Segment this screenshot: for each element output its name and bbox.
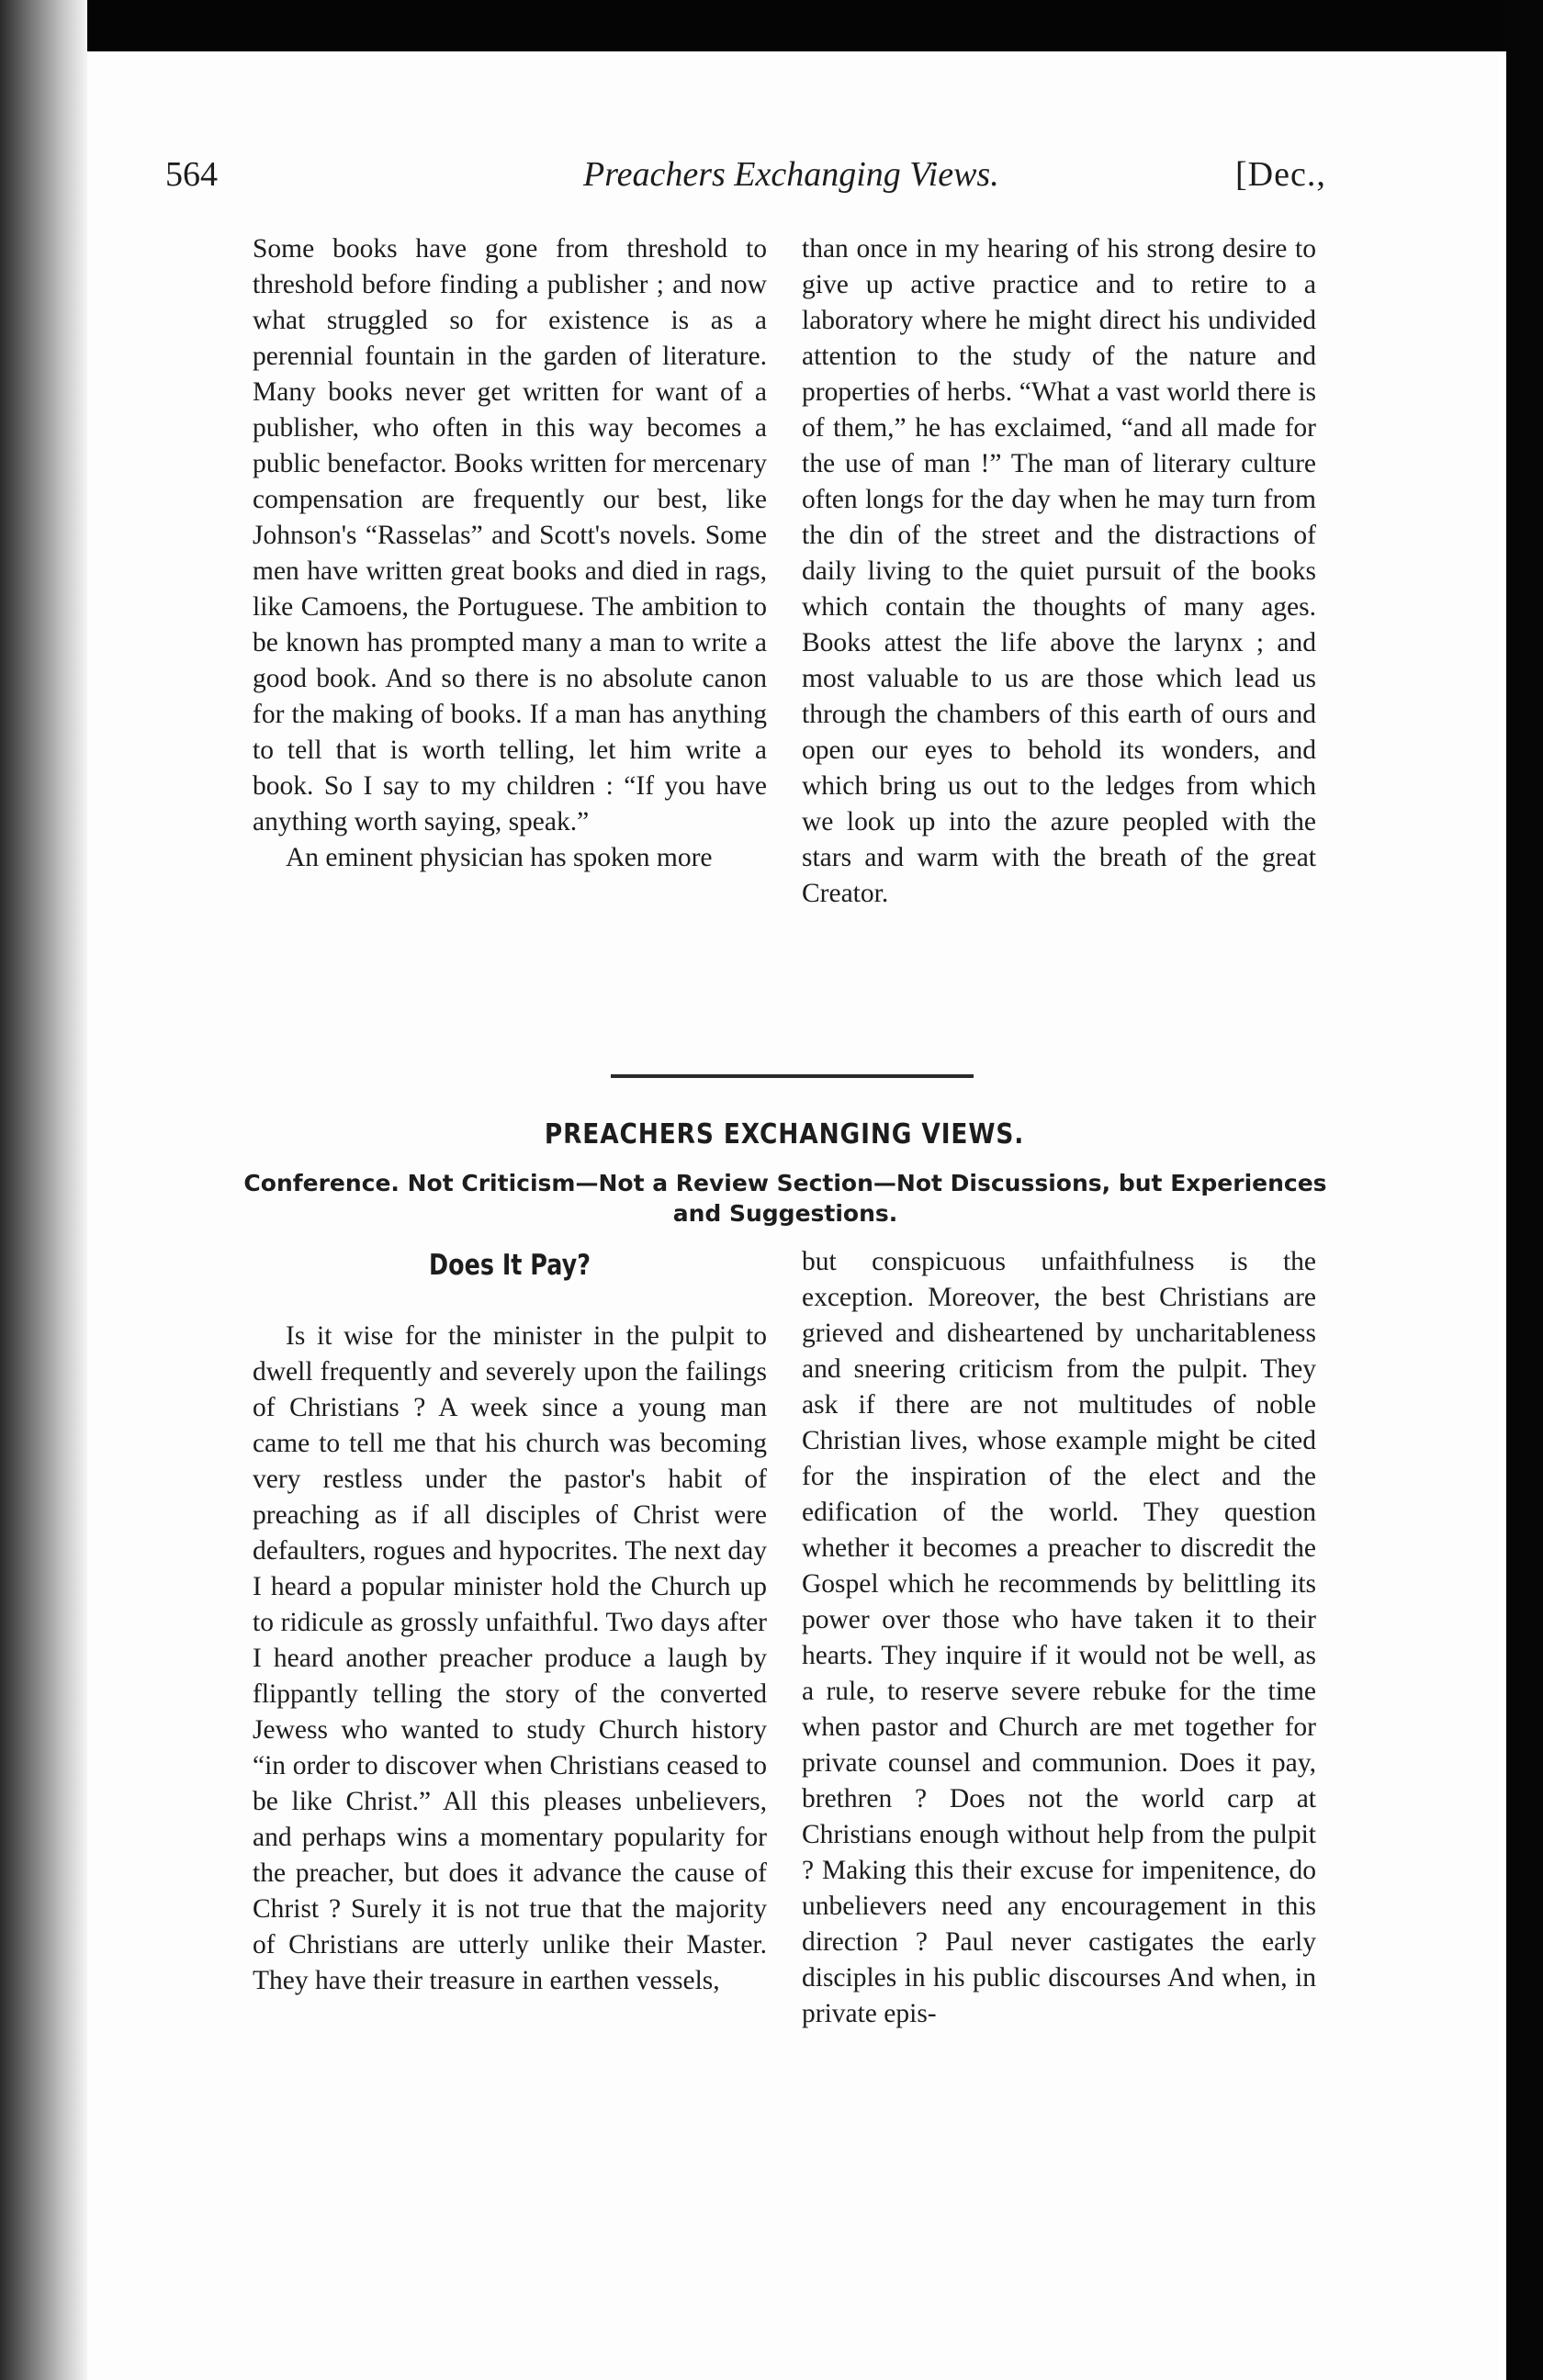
scan-border-top [0, 0, 1543, 51]
article-right-column [802, 1244, 1316, 2032]
section-subtitle: Conference. Not Criticism—Not a Review Section—Not Discussions, but Experiences and Suggestions. [243, 1170, 1327, 1227]
section-title: PREACHERS EXCHANGING VIEWS. [544, 1118, 1025, 1151]
continued-text-right-column [802, 231, 1316, 912]
running-title: Preachers Exchanging Views. [583, 155, 999, 194]
running-date: [Dec., [1235, 155, 1326, 194]
running-head [165, 154, 1359, 198]
article-title: Does It Pay? [429, 1249, 591, 1282]
section-divider-rule [611, 1074, 974, 1078]
paragraph: Some books have gone from threshold to threshold before finding a publisher ; and now what struggled so for existence is as a perennial fountain in the garden of literature. Many books never get written for want of a publisher, who often in this way becomes a public benefactor. Books written for mercenary compensation are frequently our best, like Johnson's “Rasselas” and Scott's novels. Some men have written great books and died in rags, like Camoens, the Portuguese. The ambition to be known has prompted many a man to write a good book. And so there is no absolute canon for the making of books. If a man has anything to tell that is worth telling, let him write a book. So I say to my children : “If you have anything worth saying, speak.” [253, 234, 767, 836]
paragraph: An eminent physician has spoken more [286, 843, 713, 872]
page-number: 564 [165, 155, 218, 194]
scan-binding-shadow [0, 0, 87, 2380]
paragraph: Is it wise for the minister in the pulpit to dwell frequently and severely upon the failings of Christians ? A week since a young man came to tell me that his church was becoming very restless under the pastor's habit of preaching as if all disciples of Christ were defaulters, rogues and hypocrites. The next day I heard a popular minister hold the Church up to ridicule as grossly unfaithful. Two days after I heard another preacher produce a laugh by flippantly telling the story of the converted Jewess who wanted to study Church history “in order to discover when Christians ceased to be like Christ.” All this pleases unbelievers, and perhaps wins a momentary popularity for the preacher, but does it advance the cause of Christ ? Surely it is not true that the majority of Christians are utterly unlike their Master. They have their treasure in earthen vessels, [253, 1321, 767, 1995]
continued-text-left-column [253, 231, 767, 876]
article-left-column [253, 1319, 767, 1999]
paragraph: but conspicuous unfaithfulness is the exception. Moreover, the best Christians are grieved and disheartened by uncharitableness and sneering criticism from the pulpit. They ask if there are not multitudes of noble Christian lives, whose example might be cited for the inspiration of the elect and the edification of the world. They question whether it becomes a preacher to discredit the Gospel which he recommends by belittling its power over those who have taken it to their hearts. They inquire if it would not be well, as a rule, to reserve severe rebuke for the time when pastor and Church are met together for private counsel and communion. Does it pay, brethren ? Does not the world carp at Christians enough without help from the pulpit ? Making this their excuse for impenitence, do unbelievers need any encouragement in this direction ? Paul never castigates the early disciples in his public discourses And when, in private epis- [802, 1247, 1316, 2028]
paragraph: than once in my hearing of his strong desire to give up active practice and to retire to a laboratory where he might direct his undivided attention to the study of the nature and properties of herbs. “What a vast world there is of them,” he has exclaimed, “and all made for the use of man !” The man of literary culture often longs for the day when he may turn from the din of the street and the distractions of daily living to the quiet pursuit of the books which contain the thoughts of many ages. Books attest the life above the larynx ; and most valuable to us are those which lead us through the chambers of this earth of ours and open our eyes to behold its wonders, and which bring us out to the ledges from which we look up into the azure peopled with the stars and warm with the breath of the great Creator. [802, 234, 1316, 908]
scan-border-right [1506, 0, 1543, 2380]
